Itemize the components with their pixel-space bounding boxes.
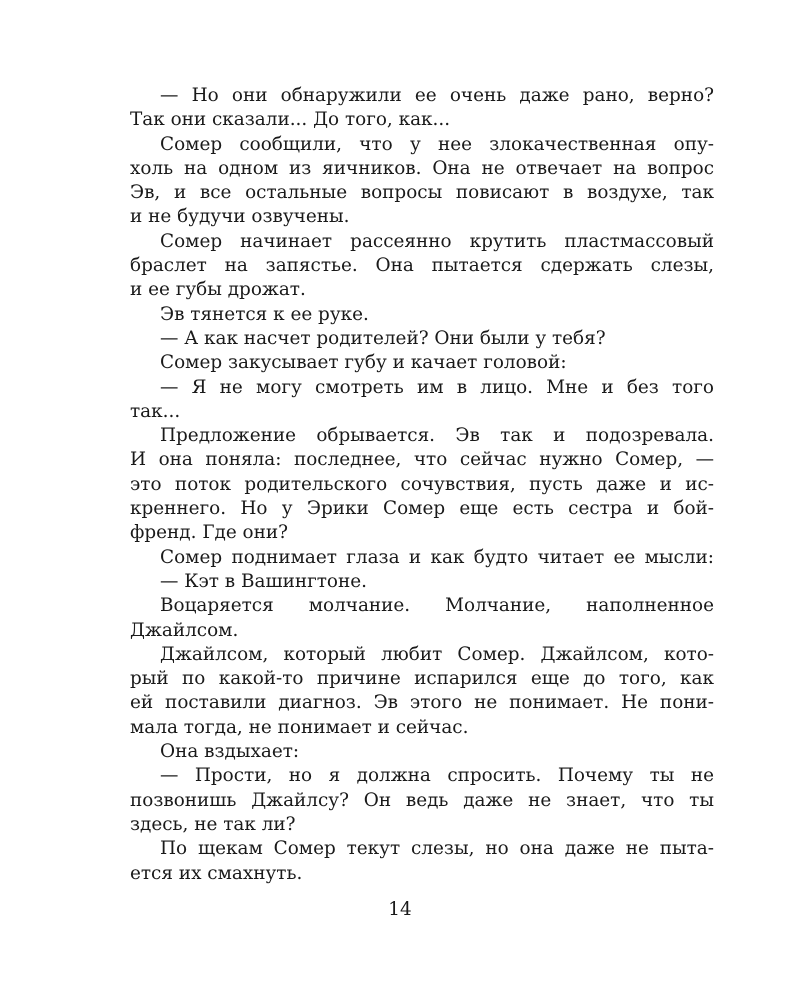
text-line: Сомер начинает рассеянно крутить пластмассовый <box>160 230 714 252</box>
text-line: мала тогда, не понимает и сейчас. <box>130 716 469 738</box>
text-line: Сомер поднимает глаза и как будто читает ее мысли: <box>160 546 714 568</box>
text-line: френд. Где они? <box>130 522 288 544</box>
page-body <box>130 84 714 886</box>
text-line: Так они сказали... До того, как... <box>130 109 451 131</box>
text-line: холь на одном из яичников. Она не отвечает на вопрос <box>130 157 714 179</box>
text-line: И она поняла: последнее, что сейчас нужно Сомер, — <box>130 449 714 471</box>
text-line: По щекам Сомер текут слезы, но она даже не пыта- <box>160 838 714 860</box>
text-line: — Прости, но я должна спросить. Почему ты не <box>160 765 714 787</box>
text-line: Джайлсом. <box>130 619 239 641</box>
text-line: здесь, не так ли? <box>130 813 296 835</box>
text-line: браслет на запястье. Она пытается сдержать слезы, <box>130 255 714 277</box>
text-line: — Но они обнаружили ее очень даже рано, верно? <box>160 85 714 106</box>
text-line: Предложение обрывается. Эв так и подозревала. <box>160 425 714 447</box>
text-line: ется их смахнуть. <box>130 862 303 884</box>
text-line: Сомер закусывает губу и качает головой: <box>160 352 567 374</box>
text-line: это поток родительского сочувствия, пусть даже и ис- <box>130 473 714 495</box>
text-line: Эв тянется к ее руке. <box>160 303 369 325</box>
text-line: — А как насчет родителей? Они были у тебя? <box>160 327 606 349</box>
text-line: позвонишь Джайлсу? Он ведь даже не знает, что ты <box>130 789 714 811</box>
text-line: так... <box>130 400 181 422</box>
text-line: — Кэт в Вашингтоне. <box>160 570 367 592</box>
text-line: креннего. Но у Эрики Сомер еще есть сестра и бой- <box>130 498 714 520</box>
text-line: и не будучи озвучены. <box>130 206 350 228</box>
text-line: Сомер сообщили, что у нее злокачественная опу- <box>160 133 714 155</box>
text-line: — Я не могу смотреть им в лицо. Мне и без того <box>160 376 714 398</box>
text-line: рый по какой-то причине испарился еще до того, как <box>130 668 714 690</box>
text-line: Воцаряется молчание. Молчание, наполненное <box>160 595 714 617</box>
text-line: Эв, и все остальные вопросы повисают в воздухе, так <box>130 182 714 204</box>
text-line: Она вздыхает: <box>160 741 300 763</box>
text-line: и ее губы дрожат. <box>130 279 306 301</box>
text-line: ей поставили диагноз. Эв этого не понимает. Не пони- <box>130 692 714 714</box>
page-number: 14 <box>388 899 412 920</box>
text-line: Джайлсом, который любит Сомер. Джайлсом, кото- <box>160 643 714 665</box>
